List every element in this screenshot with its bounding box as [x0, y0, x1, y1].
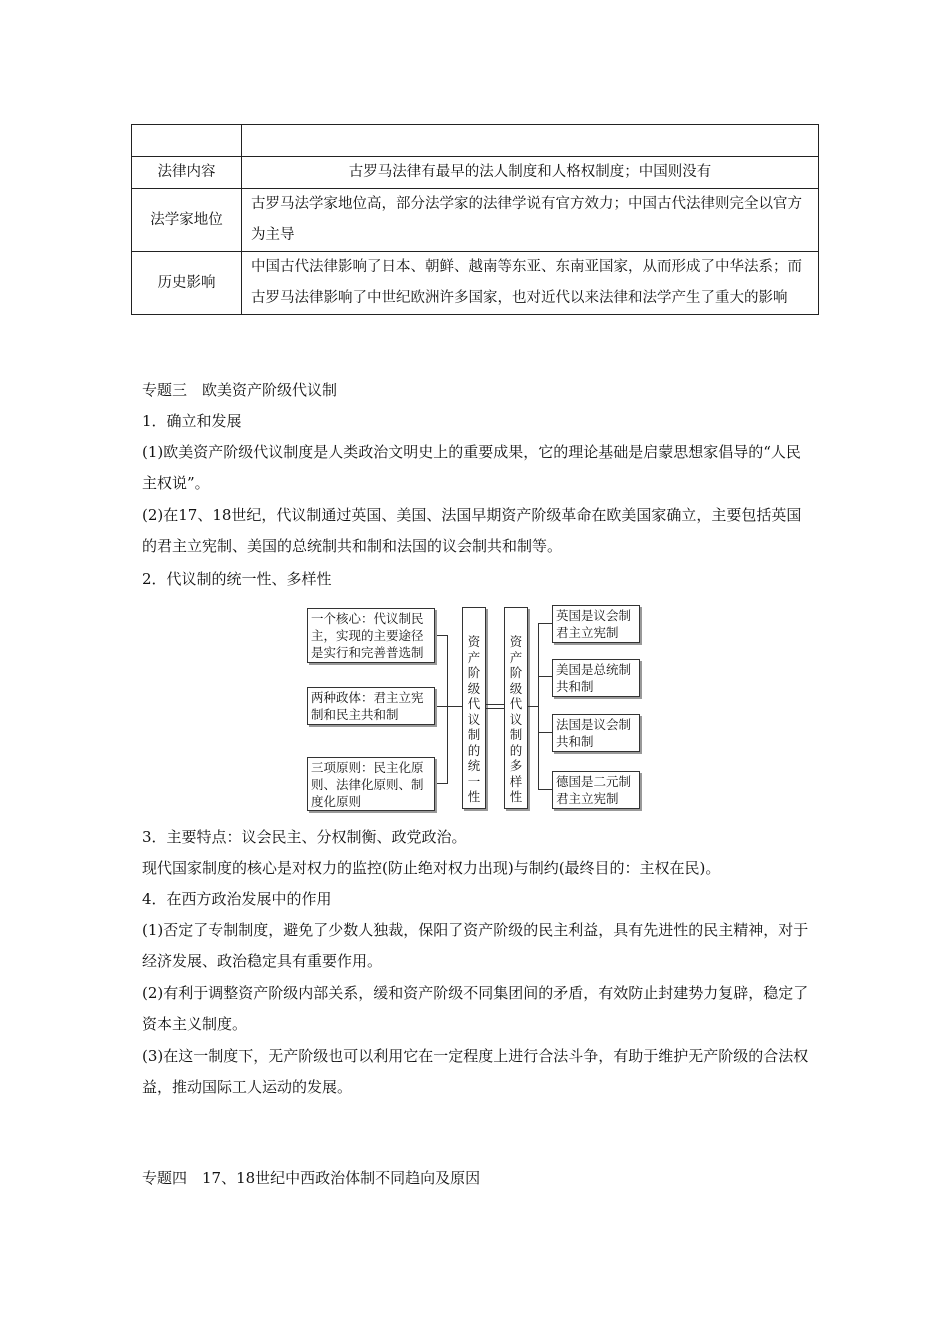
- connector-line: [538, 732, 552, 733]
- diagram-unity-box: 资 产 阶 级 代 议 制 的 统 一 性: [462, 607, 486, 809]
- connector-line: [437, 706, 447, 707]
- heading: 3．主要特点：议会民主、分权制衡、政党政治。: [142, 828, 467, 846]
- table-row: [132, 189, 819, 252]
- section-title: 专题四 17、18世纪中西政治体制不同趋向及原因: [142, 1169, 481, 1187]
- table-key-cell: 历史影响: [132, 252, 242, 315]
- paragraph: (1)欧美资产阶级代议制度是人类政治文明史上的重要成果，它的理论基础是启蒙思想家倡导的“人民主权说”。: [142, 443, 801, 492]
- paragraph: (1)否定了专制制度，避免了少数人独裁，保阳了资产阶级的民主利益，具有先进性的民主精神，对于经济发展、政治稳定具有重要作用。: [142, 921, 809, 970]
- diagram-box-usa: 美国是总统制共和制: [552, 659, 640, 697]
- table-key-cell: 法律内容: [132, 157, 242, 189]
- connector-line: [538, 623, 539, 789]
- heading: 4．在西方政治发展中的作用: [142, 890, 332, 908]
- table-value-cell: 古罗马法学家地位高，部分法学家的法律学说有官方效力；中国古代法律则完全以官方为主导: [242, 189, 819, 252]
- representative-system-diagram: [300, 601, 650, 815]
- connector-line: [538, 789, 552, 790]
- diagram-box-core: 一个核心：代议制民主，实现的主要途径是实行和完善普选制: [307, 608, 435, 663]
- diagram-box-france: 法国是议会制共和制: [552, 714, 640, 752]
- table-row: [132, 252, 819, 315]
- diagram-box-regimes: 两种政体：君主立宪制和民主共和制: [307, 687, 435, 725]
- heading: 2．代议制的统一性、多样性: [142, 570, 332, 588]
- paragraph: (2)有利于调整资产阶级内部关系，缓和资产阶级不同集团间的矛盾，有效防止封建势力复辟，稳定了资本主义制度。: [142, 984, 809, 1033]
- section-title: 专题三 欧美资产阶级代议制: [142, 381, 338, 399]
- table-value-cell: 中国古代法律影响了日本、朝鲜、越南等东亚、东南亚国家，从而形成了中华法系；而古罗马法律影响了中世纪欧洲许多国家，也对近代以来法律和法学产生了重大的影响: [242, 252, 819, 315]
- connector-line: [486, 704, 504, 705]
- table-value-cell: [242, 125, 819, 157]
- table-key-cell: [132, 125, 242, 157]
- heading: 1．确立和发展: [142, 412, 242, 430]
- diagram-box-germany: 德国是二元制君主立宪制: [552, 771, 640, 809]
- diagram-box-britain: 英国是议会制君主立宪制: [552, 605, 640, 643]
- connector-line: [538, 623, 552, 624]
- diagram-diversity-box: 资 产 阶 级 代 议 制 的 多 样 性: [504, 607, 528, 809]
- connector-line: [486, 708, 504, 709]
- connector-line: [538, 676, 552, 677]
- connector-line: [447, 706, 462, 707]
- connector-line: [447, 635, 448, 784]
- paragraph: 现代国家制度的核心是对权力的监控(防止绝对权力出现)与制约(最终目的：主权在民)。: [142, 859, 721, 877]
- table-row: [132, 125, 819, 157]
- connector-line: [437, 635, 447, 636]
- connector-line: [437, 783, 447, 784]
- comparison-table: [131, 124, 819, 315]
- table-value-cell: 古罗马法律有最早的法人制度和人格权制度；中国则没有: [242, 157, 819, 189]
- diagram-box-principles: 三项原则：民主化原则、法律化原则、制度化原则: [307, 757, 435, 811]
- paragraph: (2)在17、18世纪，代议制通过英国、美国、法国早期资产阶级革命在欧美国家确立，主要包括英国的君主立宪制、美国的总统制共和制和法国的议会制共和制等。: [142, 506, 802, 555]
- connector-line: [528, 706, 538, 707]
- table-row: [132, 157, 819, 189]
- table-key-cell: 法学家地位: [132, 189, 242, 252]
- paragraph: (3)在这一制度下，无产阶级也可以利用它在一定程度上进行合法斗争，有助于维护无产阶级的合法权益，推动国际工人运动的发展。: [142, 1047, 809, 1096]
